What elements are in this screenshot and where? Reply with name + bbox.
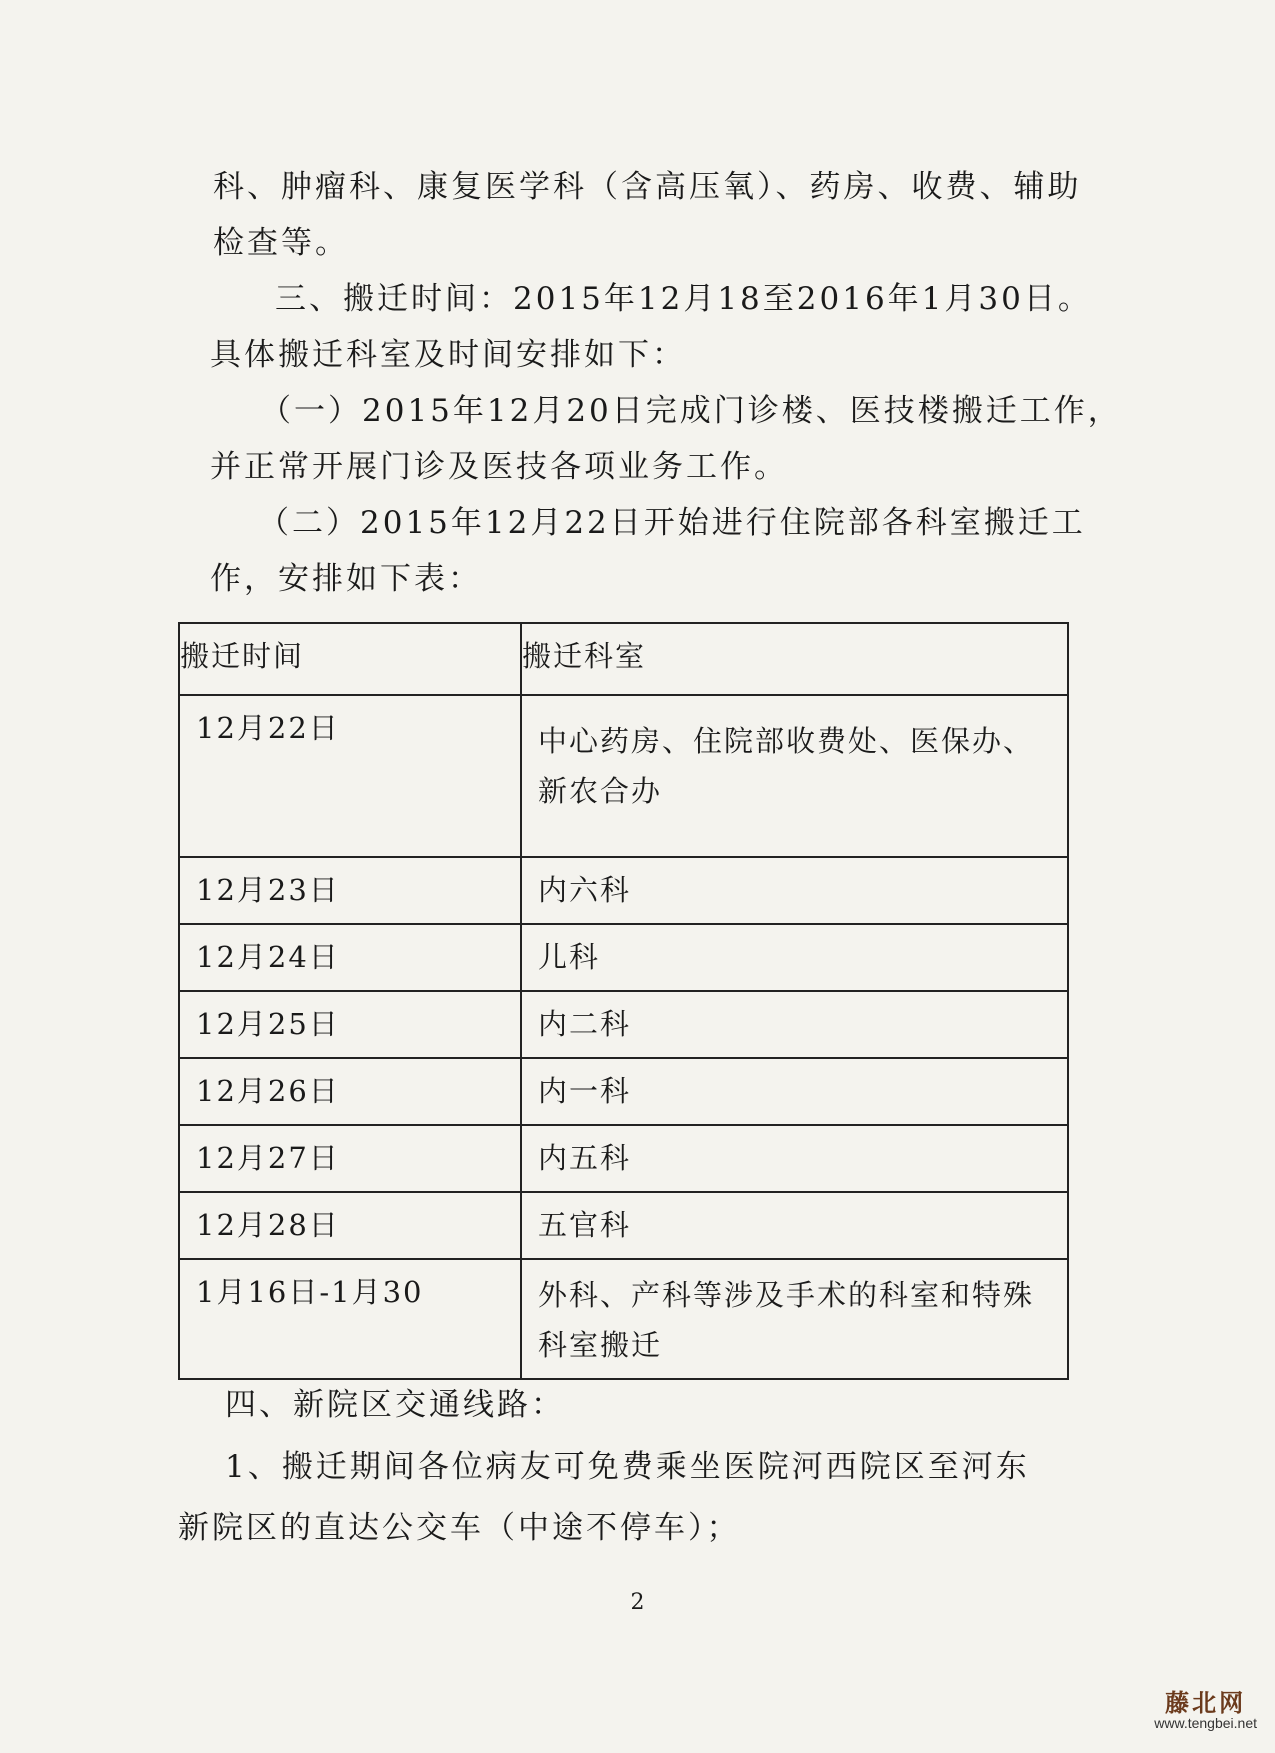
table-header-row	[179, 623, 1068, 695]
table-row	[179, 924, 1068, 991]
paragraph-line: 新院区的直达公交车（中途不停车）；	[178, 1510, 741, 1546]
paragraph-line: 科、肿瘤科、康复医学科（含高压氧）、药房、收费、辅助	[213, 169, 1082, 205]
row-date: 1月16日-1月30	[179, 1259, 521, 1379]
header-time-label: 搬迁时间	[180, 639, 305, 673]
section-title: 四、新院区交通线路：	[225, 1387, 565, 1423]
section-title: 三、搬迁时间：2015年12月18至2016年1月30日。	[275, 281, 1092, 317]
row-date: 12月23日	[179, 857, 521, 924]
table-row	[179, 1192, 1068, 1259]
row-dept: 外科、产科等涉及手术的科室和特殊科室搬迁	[521, 1259, 1068, 1379]
row-date: 12月25日	[179, 991, 521, 1058]
row-date: 12月26日	[179, 1058, 521, 1125]
row-date: 12月22日	[179, 695, 521, 857]
paragraph-line: 1、搬迁期间各位病友可免费乘坐医院河西院区至河东	[225, 1449, 1030, 1485]
site-watermark	[1154, 1690, 1257, 1732]
table-row	[179, 991, 1068, 1058]
paragraph-line: 具体搬迁科室及时间安排如下：	[210, 337, 686, 373]
table-row	[179, 1058, 1068, 1125]
row-date: 12月27日	[179, 1125, 521, 1192]
site-name: 藤北网	[1165, 1688, 1247, 1717]
row-date: 12月28日	[179, 1192, 521, 1259]
header-time	[179, 623, 521, 695]
row-dept: 五官科	[521, 1192, 1068, 1259]
site-url: www.tengbei.net	[1154, 1715, 1257, 1732]
row-dept: 内一科	[521, 1058, 1068, 1125]
table-row	[179, 857, 1068, 924]
page-number: 2	[630, 1590, 645, 1615]
table-row	[179, 1259, 1068, 1379]
row-dept: 儿科	[521, 924, 1068, 991]
table-row	[179, 1125, 1068, 1192]
paragraph-line: 检查等。	[213, 225, 349, 261]
paragraph-line: （二）2015年12月22日开始进行住院部各科室搬迁工	[258, 505, 1086, 541]
header-dept	[521, 623, 1068, 695]
paragraph-line: （一）2015年12月20日完成门诊楼、医技楼搬迁工作，	[260, 393, 1122, 429]
row-dept: 内五科	[521, 1125, 1068, 1192]
row-dept: 内二科	[521, 991, 1068, 1058]
table-row	[179, 695, 1068, 857]
row-date: 12月24日	[179, 924, 521, 991]
header-dept-label: 搬迁科室	[522, 639, 647, 673]
paragraph-line: 作，安排如下表：	[210, 561, 482, 597]
relocation-schedule-table	[178, 622, 1069, 1380]
row-dept: 内六科	[521, 857, 1068, 924]
row-dept: 中心药房、住院部收费处、医保办、新农合办	[521, 695, 1068, 857]
paragraph-line: 并正常开展门诊及医技各项业务工作。	[210, 449, 788, 485]
